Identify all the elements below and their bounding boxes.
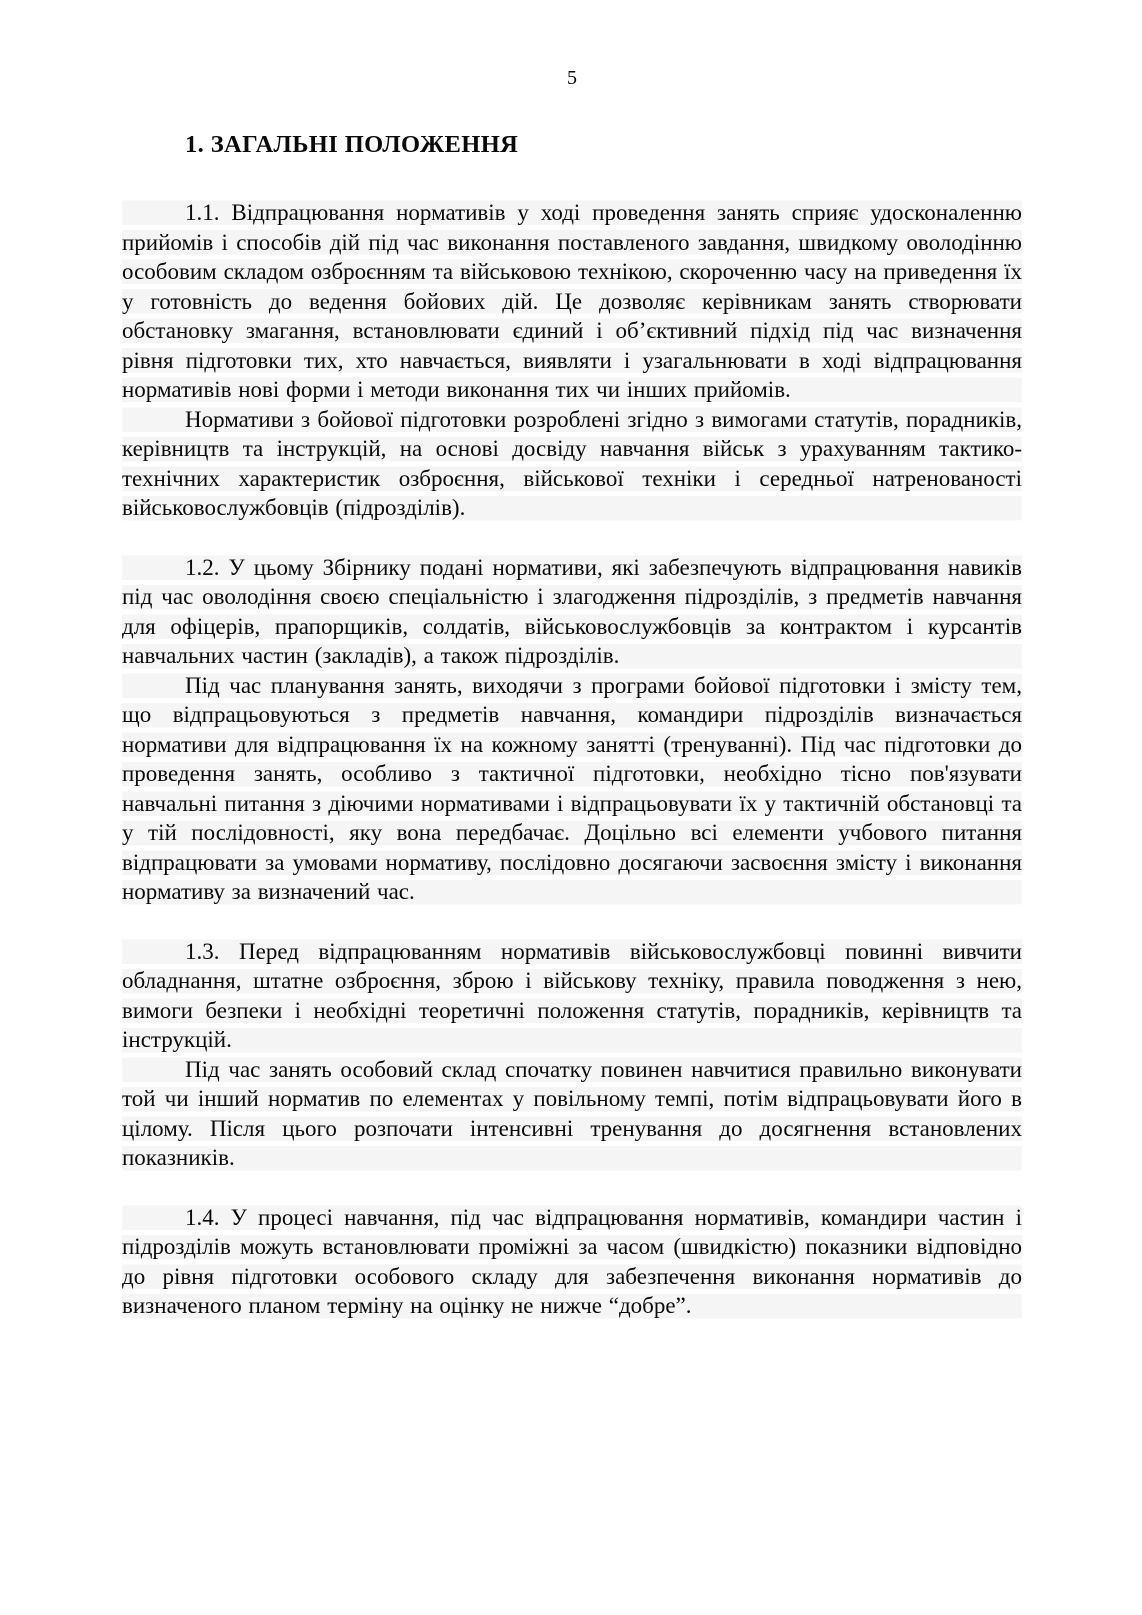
paragraph: 1.2. У цьому Збірнику подані нормативи, які забезпечують відпрацювання навиків під час оволодіння своєю спеціальністю і злагодження підрозділів, з предметів навчання для офіцерів, прапорщиків, солдатів, військовослужбовців за контрактом і курсантів навчальних частин (закладів), а також підрозділів. bbox=[122, 553, 1022, 671]
paragraph: Нормативи з бойової підготовки розроблені згідно з вимогами статутів, порадників, керівництв та інструкцій, на основі досвіду навчання військ з урахуванням тактико-технічних характеристик озброєння, військової техніки і середньої натренованості військовослужбовців (підрозділів). bbox=[122, 405, 1022, 523]
paragraph: Під час планування занять, виходячи з програми бойової підготовки і змісту тем, що відпрацьовуються з предметів навчання, командири підрозділів визначається нормативи для відпрацювання їх на кожному занятті (тренуванні). Під час підготовки до проведення занять, особливо з тактичної підготовки, необхідно тісно пов'язувати навчальні питання з діючими нормативами і відпрацьовувати їх у тактичній обстановці та у тій послідовності, яку вона передбачає. Доцільно всі елементи учбового питання відпрацювати за умовами нормативу, послідовно досягаючи засвоєння змісту і виконання нормативу за визначений час. bbox=[122, 671, 1022, 907]
section-1-1 bbox=[122, 198, 1022, 523]
section-1-3 bbox=[122, 937, 1022, 1173]
paragraph: 1.1. Відпрацювання нормативів у ході проведення занять сприяє удосконаленню прийомів і способів дій під час виконання поставленого завдання, швидкому оволодінню особовим складом озброєнням та військовою технікою, скороченню часу на приведення їх у готовність до ведення бойових дій. Це дозволяє керівникам занять створювати обстановку змагання, встановлювати єдиний і об’єктивний підхід під час визначення рівня підготовки тих, хто навчається, виявляти і узагальнювати в ході відпрацювання нормативів нові форми і методи виконання тих чи інших прийомів. bbox=[122, 198, 1022, 405]
paragraph: 1.3. Перед відпрацюванням нормативів військовослужбовці повинні вивчити обладнання, штатне озброєння, зброю і військову техніку, правила поводження з нею, вимоги безпеки і необхідні теоретичні положення статутів, порадників, керівництв та інструкцій. bbox=[122, 937, 1022, 1055]
page-number: 5 bbox=[567, 67, 577, 89]
document-body bbox=[122, 198, 1022, 1321]
page-title: 1. ЗАГАЛЬНІ ПОЛОЖЕННЯ bbox=[185, 131, 519, 158]
section-1-4 bbox=[122, 1203, 1022, 1321]
paragraph: 1.4. У процесі навчання, під час відпрацювання нормативів, командири частин і підрозділів можуть встановлювати проміжні за часом (швидкістю) показники відповідно до рівня підготовки особового складу для забезпечення виконання нормативів до визначеного планом терміну на оцінку не нижче “добре”. bbox=[122, 1203, 1022, 1321]
paragraph: Під час занять особовий склад спочатку повинен навчитися правильно виконувати той чи інший норматив по елементах у повільному темпі, потім відпрацьовувати його в цілому. Після цього розпочати інтенсивні тренування до досягнення встановлених показників. bbox=[122, 1055, 1022, 1173]
section-1-2 bbox=[122, 553, 1022, 907]
